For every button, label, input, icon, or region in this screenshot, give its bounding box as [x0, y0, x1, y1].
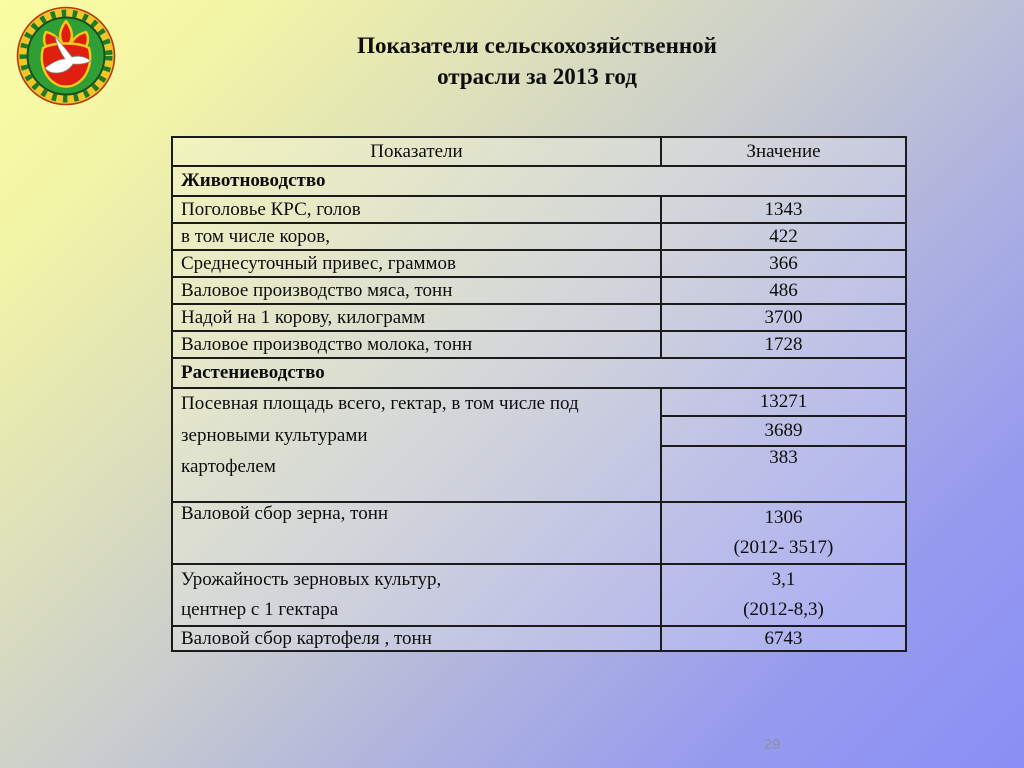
- table-row: [172, 331, 906, 358]
- slide-title-line1: Показатели сельскохозяйственной: [357, 33, 717, 58]
- table-row-grain-harvest: [172, 502, 906, 564]
- value-line2: (2012- 3517): [733, 537, 834, 558]
- table-row-potato-harvest: [172, 626, 906, 651]
- section-row-crops: [172, 358, 906, 388]
- value-cell: 366: [661, 250, 906, 277]
- table-header-row: [172, 137, 906, 166]
- slide-title-line2: отрасли за 2013 год: [437, 64, 637, 89]
- value-line2: (2012-8,3): [743, 599, 824, 620]
- indicator-cell-sowing: [172, 388, 661, 502]
- header-value: Значение: [661, 137, 906, 166]
- indicator-cell: Валовой сбор зерна, тонн: [172, 502, 661, 564]
- indicator-cell: Валовое производство мяса, тонн: [172, 277, 661, 304]
- indicators-table: [171, 136, 907, 652]
- table-row: [172, 250, 906, 277]
- sowing-label-line2: зерновыми культурами: [181, 424, 368, 446]
- indicator-cell: Поголовье КРС, голов: [172, 196, 661, 223]
- indicator-cell: Валовой сбор картофеля , тонн: [172, 626, 661, 651]
- indicator-cell: Среднесуточный привес, граммов: [172, 250, 661, 277]
- indicator-cell: Валовое производство молока, тонн: [172, 331, 661, 358]
- value-cell: 1728: [661, 331, 906, 358]
- value-line1: 3,1: [771, 569, 796, 590]
- sowing-label-line1: Посевная площадь всего, гектар, в том числе под: [181, 393, 579, 414]
- slide-title: [50, 30, 1024, 92]
- value-cell: 3689: [661, 416, 906, 446]
- header-indicators: Показатели: [172, 137, 661, 166]
- indicator-line2: центнер с 1 гектара: [181, 599, 339, 620]
- value-cell: 3700: [661, 304, 906, 331]
- page-number: 29: [763, 736, 781, 753]
- indicator-cell: Надой на 1 корову, килограмм: [172, 304, 661, 331]
- value-cell: 486: [661, 277, 906, 304]
- value-cell: [661, 564, 906, 626]
- sowing-label-line3: картофелем: [181, 456, 276, 477]
- table-row-sowing: [172, 388, 906, 416]
- table-row: [172, 304, 906, 331]
- value-cell: 383: [661, 446, 906, 502]
- indicator-cell: [172, 564, 661, 626]
- value-cell: 422: [661, 223, 906, 250]
- value-line1: 1306: [764, 507, 803, 528]
- value-cell: 6743: [661, 626, 906, 651]
- table-row: [172, 277, 906, 304]
- indicator-line1: Урожайность зерновых культур,: [181, 569, 442, 590]
- table-row: [172, 223, 906, 250]
- table-row: [172, 196, 906, 223]
- value-cell: [661, 502, 906, 564]
- section-label: Животноводство: [172, 166, 906, 196]
- table-row-grain-yield: [172, 564, 906, 626]
- value-cell: 13271: [661, 388, 906, 416]
- section-row-livestock: [172, 166, 906, 196]
- indicator-cell: в том числе коров,: [172, 223, 661, 250]
- value-cell: 1343: [661, 196, 906, 223]
- section-label: Растениеводство: [172, 358, 906, 388]
